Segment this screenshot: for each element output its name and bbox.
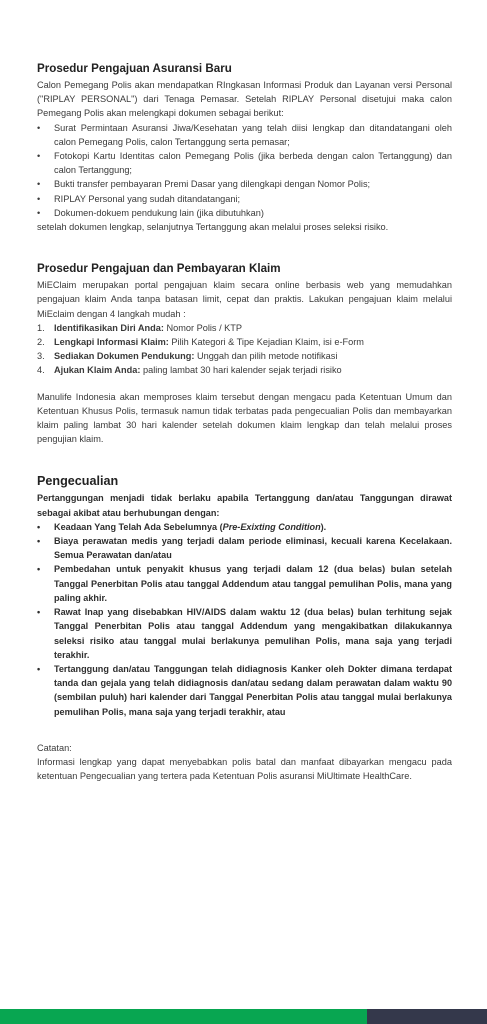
bullet-icon: •: [37, 663, 41, 674]
bullet-icon: •: [37, 536, 41, 547]
section-title: Prosedur Pengajuan Asuransi Baru: [37, 62, 232, 75]
footer-dark-band: [367, 1009, 487, 1024]
section-outro: setelah dokumen lengkap, selanjutnya Tertanggung akan melalui proses seleksi risiko.: [37, 222, 389, 233]
list-item: • RIPLAY Personal yang sudah ditandatangani;: [37, 192, 452, 206]
list-item: • Fotokopi Kartu Identitas calon Pemegang Polis (jika berbeda dengan calon Tertanggung) dan calon Tertanggung;: [37, 151, 452, 176]
document-body: [37, 62, 452, 805]
list-item: • Tertanggung dan/atau Tanggungan telah didiagnosis Kanker oleh Dokter dimana terdapat tanda dan gejala yang telah didiagnosis dan/atau sedang dalam perawatan dalam waktu 90 (sembilan puluh) hari kalender dari Tanggal Penerbitan Polis atau tanggal mulai berlakunya pemulihan Polis, mana saja yang terjadi terakhir, atau: [37, 663, 452, 717]
bullet-icon: •: [37, 122, 41, 133]
list-item: • Rawat Inap yang disebabkan HIV/AIDS dalam waktu 12 (dua belas) bulan terhitung sejak Tanggal Penerbitan Polis atau tanggal Addendum yang mengakibatkan dilakukannya seleksi risiko atau tanggal mulai berlakunya pemulihan Polis, mana saja yang terjadi terakhir.: [37, 607, 452, 660]
bullet-icon: •: [37, 207, 41, 218]
list-item: • Biaya perawatan medis yang terjadi dalam periode eliminasi, kecuali karena Kecelakaan. Semua Perawatan dan/atau: [37, 536, 452, 561]
footer-bar: [0, 1009, 487, 1024]
step-item: 1. Identifikasikan Diri Anda: Nomor Polis / KTP: [37, 322, 243, 333]
document-list: [37, 121, 452, 220]
bullet-icon: •: [37, 151, 41, 162]
section-outro: Manulife Indonesia akan memproses klaim tersebut dengan mengacu pada Ketentuan Umum dan Ketentuan Khusus Polis, termasuk namun tidak terbatas pada pengecualian Polis dan membayarkan klaim paling lambat 30 hari kalender setelah dokumen klaim lengkap dan telah melalui proses pengujian klaim.: [37, 391, 452, 445]
bullet-icon: •: [37, 521, 41, 532]
claim-steps: [37, 321, 452, 378]
section-intro: Calon Pemegang Polis akan mendapatkan RIngkasan Informasi Produk dan Layanan versi Personal ("RIPLAY PERSONAL") dari Tenaga Pemasar. Setelah RIPLAY Personal disetujui maka calon Pemegang Polis akan melengkapi dokumen sebagai berikut:: [37, 80, 452, 119]
step-item: 4. Ajukan Klaim Anda: paling lambat 30 hari kalender sejak terjadi risiko: [37, 365, 342, 376]
list-item: • Dokumen-dokuem pendukung lain (jika dibutuhkan): [37, 206, 452, 220]
footer-green-band: [0, 1009, 367, 1024]
step-item: 2. Lengkapi Informasi Klaim: Pilih Kategori & Tipe Kejadian Klaim, isi e-Form: [37, 337, 364, 348]
section-new-insurance: [37, 62, 452, 234]
list-item: • Pembedahan untuk penyakit khusus yang terjadi dalam 12 (dua belas) bulan setelah Tanggal Penerbitan Polis atau tanggal Addendum atau tanggal pemulihan Polis, mana yang paling akhir.: [37, 564, 452, 603]
section-intro: MiEClaim merupakan portal pengajuan klaim secara online berbasis web yang memudahkan pengajuan klaim Anda tanpa batasan limit, cepat dan praktis. Lakukan pengajuan klaim melalui MiEclaim dengan 4 langkah mudah :: [37, 280, 452, 319]
section-claim: [37, 262, 452, 446]
bullet-icon: •: [37, 607, 41, 618]
bullet-icon: •: [37, 193, 41, 204]
step-item: 3. Sediakan Dokumen Pendukung: Unggah dan pilih metode notifikasi: [37, 351, 338, 362]
section-intro: Pertanggungan menjadi tidak berlaku apabila Tertanggung dan/atau Tanggungan dirawat sebagai akibat atau berhubungan dengan:: [37, 493, 452, 518]
list-item: • Surat Permintaan Asuransi Jiwa/Kesehatan yang telah diisi lengkap dan ditandatangani oleh calon Pemegang Polis, calon Tertanggung serta pemasar;: [37, 122, 452, 147]
exclusion-list: [37, 520, 452, 719]
bullet-icon: •: [37, 564, 41, 575]
section-title: Pengecualian: [37, 474, 119, 489]
list-item: • Keadaan Yang Telah Ada Sebelumnya (Pre-Exixting Condition).: [37, 520, 452, 534]
notes-text: Informasi lengkap yang dapat menyebabkan polis batal dan manfaat dibayarkan mengacu pada ketentuan Pengecualian yang tertera pada Ketentuan Polis asuransi MiUltimate HealthCare.: [37, 756, 452, 782]
section-notes: [37, 741, 452, 784]
section-exclusions: [37, 474, 452, 718]
notes-label: Catatan:: [37, 742, 72, 753]
list-item: • Bukti transfer pembayaran Premi Dasar yang dilengkapi dengan Nomor Polis;: [37, 177, 452, 191]
bullet-icon: •: [37, 179, 41, 190]
section-title: Prosedur Pengajuan dan Pembayaran Klaim: [37, 262, 281, 276]
